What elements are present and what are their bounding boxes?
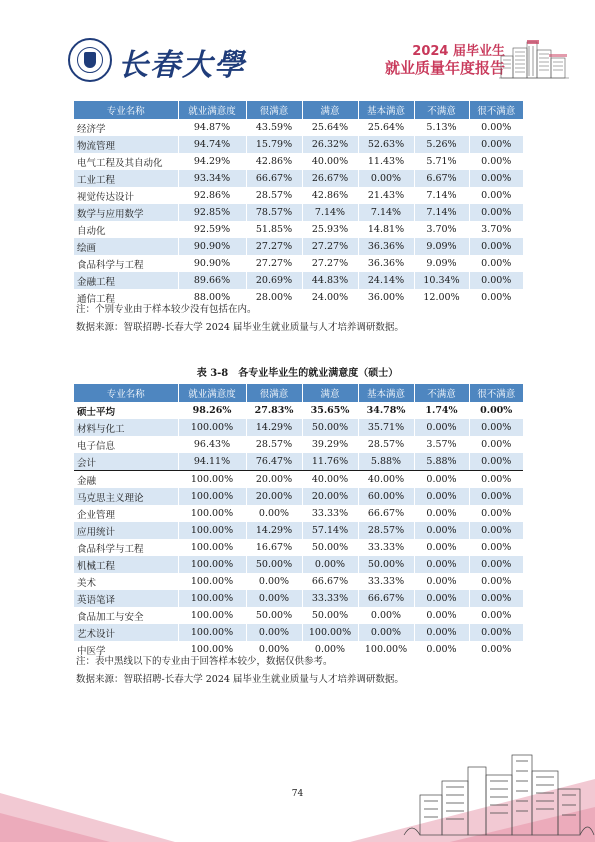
value-cell: 92.85% [178, 204, 246, 221]
value-cell: 0.00% [469, 136, 523, 153]
column-header: 就业满意度 [178, 384, 246, 402]
value-cell: 88.00% [178, 289, 246, 306]
value-cell: 100.00% [178, 522, 246, 539]
column-header: 满意 [302, 101, 358, 119]
value-cell: 100.00% [178, 573, 246, 590]
table-row [74, 556, 523, 573]
value-cell: 42.86% [246, 153, 302, 170]
value-cell: 7.14% [414, 204, 469, 221]
table-row [74, 136, 523, 153]
value-cell: 36.00% [358, 289, 414, 306]
major-name-cell: 艺术设计 [74, 624, 178, 641]
value-cell: 0.00% [414, 556, 469, 573]
value-cell: 50.00% [246, 607, 302, 624]
value-cell: 0.00% [358, 170, 414, 187]
value-cell: 7.14% [358, 204, 414, 221]
major-name-cell: 绘画 [74, 238, 178, 255]
value-cell: 34.78% [358, 402, 414, 419]
value-cell: 0.00% [469, 153, 523, 170]
value-cell: 33.33% [358, 573, 414, 590]
value-cell: 92.59% [178, 221, 246, 238]
value-cell: 5.88% [414, 453, 469, 471]
value-cell: 3.57% [414, 436, 469, 453]
value-cell: 7.14% [302, 204, 358, 221]
major-name-cell: 中医学 [74, 641, 178, 658]
table1-source: 数据来源：智联招聘-长春大学 2024 届毕业生就业质量与人才培养调研数据。 [76, 322, 404, 333]
value-cell: 57.14% [302, 522, 358, 539]
value-cell: 11.76% [302, 453, 358, 471]
value-cell: 0.00% [469, 238, 523, 255]
value-cell: 100.00% [178, 590, 246, 607]
table-row [74, 255, 523, 272]
value-cell: 36.36% [358, 238, 414, 255]
table-row [74, 238, 523, 255]
value-cell: 0.00% [469, 471, 523, 489]
value-cell: 28.57% [358, 436, 414, 453]
value-cell: 25.93% [302, 221, 358, 238]
value-cell: 50.00% [246, 556, 302, 573]
major-name-cell: 食品加工与安全 [74, 607, 178, 624]
value-cell: 28.00% [246, 289, 302, 306]
table-row [74, 624, 523, 641]
value-cell: 0.00% [414, 505, 469, 522]
table-row [74, 419, 523, 436]
value-cell: 98.26% [178, 402, 246, 419]
value-cell: 50.00% [358, 556, 414, 573]
value-cell: 11.43% [358, 153, 414, 170]
value-cell: 0.00% [469, 453, 523, 471]
table2-note: 注：表中黑线以下的专业由于回答样本较少，数据仅供参考。 [76, 656, 333, 667]
table2-source: 数据来源：智联招聘-长春大学 2024 届毕业生就业质量与人才培养调研数据。 [76, 674, 404, 685]
value-cell: 9.09% [414, 238, 469, 255]
value-cell: 100.00% [358, 641, 414, 658]
page-header [0, 0, 595, 95]
major-name-cell: 硕士平均 [74, 402, 178, 419]
table-row [74, 573, 523, 590]
value-cell: 0.00% [302, 556, 358, 573]
value-cell: 0.00% [246, 641, 302, 658]
value-cell: 100.00% [178, 556, 246, 573]
column-header: 满意 [302, 384, 358, 402]
value-cell: 0.00% [469, 419, 523, 436]
major-name-cell: 金融工程 [74, 272, 178, 289]
value-cell: 0.00% [302, 641, 358, 658]
value-cell: 0.00% [469, 187, 523, 204]
value-cell: 100.00% [178, 419, 246, 436]
value-cell: 21.43% [358, 187, 414, 204]
table1-note: 注：个别专业由于样本较少没有包括在内。 [76, 304, 257, 315]
value-cell: 33.33% [358, 539, 414, 556]
value-cell: 100.00% [178, 505, 246, 522]
value-cell: 27.27% [302, 255, 358, 272]
value-cell: 0.00% [414, 607, 469, 624]
value-cell: 1.74% [414, 402, 469, 419]
undergrad-satisfaction-table [74, 101, 523, 306]
value-cell: 0.00% [469, 607, 523, 624]
value-cell: 0.00% [469, 170, 523, 187]
column-header: 不满意 [414, 384, 469, 402]
value-cell: 35.71% [358, 419, 414, 436]
value-cell: 0.00% [414, 573, 469, 590]
table-row [74, 170, 523, 187]
report-title [385, 44, 505, 78]
value-cell: 0.00% [469, 272, 523, 289]
value-cell: 100.00% [178, 539, 246, 556]
value-cell: 24.14% [358, 272, 414, 289]
value-cell: 100.00% [178, 471, 246, 489]
value-cell: 66.67% [358, 590, 414, 607]
value-cell: 40.00% [358, 471, 414, 489]
major-name-cell: 应用统计 [74, 522, 178, 539]
value-cell: 27.83% [246, 402, 302, 419]
value-cell: 20.00% [246, 488, 302, 505]
major-name-cell: 马克思主义理论 [74, 488, 178, 505]
column-header: 很满意 [246, 384, 302, 402]
table2-caption: 表 3-8 各专业毕业生的就业满意度（硕士） [196, 368, 399, 379]
value-cell: 27.27% [246, 255, 302, 272]
major-name-cell: 英语笔译 [74, 590, 178, 607]
major-name-cell: 自动化 [74, 221, 178, 238]
major-name-cell: 企业管理 [74, 505, 178, 522]
value-cell: 43.59% [246, 119, 302, 136]
value-cell: 0.00% [469, 573, 523, 590]
value-cell: 0.00% [469, 590, 523, 607]
value-cell: 0.00% [469, 522, 523, 539]
table-row [74, 187, 523, 204]
university-name: 长春大學 [118, 48, 246, 83]
column-header: 就业满意度 [178, 101, 246, 119]
table-header-row [74, 384, 523, 402]
major-name-cell: 美术 [74, 573, 178, 590]
value-cell: 94.29% [178, 153, 246, 170]
table-row [74, 119, 523, 136]
value-cell: 0.00% [469, 119, 523, 136]
value-cell: 90.90% [178, 255, 246, 272]
value-cell: 0.00% [358, 624, 414, 641]
table-row [74, 505, 523, 522]
value-cell: 94.74% [178, 136, 246, 153]
major-name-cell: 会计 [74, 453, 178, 471]
table-row [74, 539, 523, 556]
master-satisfaction-table [74, 384, 523, 658]
value-cell: 0.00% [414, 471, 469, 489]
university-seal-logo [68, 38, 112, 82]
value-cell: 14.81% [358, 221, 414, 238]
value-cell: 0.00% [246, 505, 302, 522]
value-cell: 15.79% [246, 136, 302, 153]
table-row [74, 522, 523, 539]
value-cell: 90.90% [178, 238, 246, 255]
table-header-row [74, 101, 523, 119]
value-cell: 42.86% [302, 187, 358, 204]
value-cell: 27.27% [302, 238, 358, 255]
report-title-line1: 2024 届毕业生 [412, 44, 505, 59]
value-cell: 89.66% [178, 272, 246, 289]
campus-sketch-icon [499, 38, 569, 80]
major-name-cell: 视觉传达设计 [74, 187, 178, 204]
major-name-cell: 食品科学与工程 [74, 255, 178, 272]
value-cell: 50.00% [302, 607, 358, 624]
table-row [74, 488, 523, 505]
column-header: 专业名称 [74, 384, 178, 402]
value-cell: 33.33% [302, 505, 358, 522]
value-cell: 6.67% [414, 170, 469, 187]
value-cell: 28.57% [246, 436, 302, 453]
value-cell: 26.67% [302, 170, 358, 187]
value-cell: 0.00% [414, 590, 469, 607]
value-cell: 0.00% [469, 505, 523, 522]
major-name-cell: 食品科学与工程 [74, 539, 178, 556]
table-row [74, 221, 523, 238]
table-row [74, 204, 523, 221]
value-cell: 5.13% [414, 119, 469, 136]
value-cell: 3.70% [414, 221, 469, 238]
value-cell: 96.43% [178, 436, 246, 453]
value-cell: 0.00% [469, 289, 523, 306]
value-cell: 50.00% [302, 539, 358, 556]
value-cell: 44.83% [302, 272, 358, 289]
value-cell: 40.00% [302, 153, 358, 170]
value-cell: 94.87% [178, 119, 246, 136]
value-cell: 7.14% [414, 187, 469, 204]
column-header: 很不满意 [469, 101, 523, 119]
value-cell: 51.85% [246, 221, 302, 238]
value-cell: 0.00% [469, 255, 523, 272]
report-title-line2: 就业质量年度报告 [384, 59, 505, 77]
value-cell: 100.00% [178, 607, 246, 624]
major-name-cell: 经济学 [74, 119, 178, 136]
value-cell: 28.57% [246, 187, 302, 204]
table-row [74, 471, 523, 489]
major-name-cell: 数学与应用数学 [74, 204, 178, 221]
page-number: 74 [291, 789, 304, 799]
table-row [74, 607, 523, 624]
value-cell: 12.00% [414, 289, 469, 306]
value-cell: 28.57% [358, 522, 414, 539]
value-cell: 0.00% [469, 436, 523, 453]
value-cell: 52.63% [358, 136, 414, 153]
value-cell: 0.00% [414, 539, 469, 556]
table-row [74, 402, 523, 419]
value-cell: 9.09% [414, 255, 469, 272]
table-row [74, 153, 523, 170]
value-cell: 40.00% [302, 471, 358, 489]
value-cell: 26.32% [302, 136, 358, 153]
value-cell: 0.00% [246, 624, 302, 641]
value-cell: 0.00% [414, 488, 469, 505]
value-cell: 5.26% [414, 136, 469, 153]
column-header: 不满意 [414, 101, 469, 119]
value-cell: 0.00% [469, 204, 523, 221]
value-cell: 100.00% [178, 641, 246, 658]
column-header: 很满意 [246, 101, 302, 119]
table-row [74, 453, 523, 471]
value-cell: 20.00% [246, 471, 302, 489]
value-cell: 100.00% [302, 624, 358, 641]
value-cell: 35.65% [302, 402, 358, 419]
value-cell: 14.29% [246, 522, 302, 539]
value-cell: 50.00% [302, 419, 358, 436]
table-row [74, 272, 523, 289]
value-cell: 0.00% [469, 624, 523, 641]
value-cell: 0.00% [469, 488, 523, 505]
column-header: 专业名称 [74, 101, 178, 119]
value-cell: 33.33% [302, 590, 358, 607]
value-cell: 39.29% [302, 436, 358, 453]
column-header: 基本满意 [358, 101, 414, 119]
value-cell: 24.00% [302, 289, 358, 306]
value-cell: 0.00% [246, 573, 302, 590]
value-cell: 3.70% [469, 221, 523, 238]
column-header: 基本满意 [358, 384, 414, 402]
value-cell: 0.00% [469, 556, 523, 573]
value-cell: 5.88% [358, 453, 414, 471]
value-cell: 20.00% [302, 488, 358, 505]
table-row [74, 590, 523, 607]
value-cell: 0.00% [414, 419, 469, 436]
value-cell: 20.69% [246, 272, 302, 289]
value-cell: 92.86% [178, 187, 246, 204]
value-cell: 0.00% [469, 539, 523, 556]
value-cell: 5.71% [414, 153, 469, 170]
major-name-cell: 电气工程及其自动化 [74, 153, 178, 170]
value-cell: 66.67% [246, 170, 302, 187]
value-cell: 93.34% [178, 170, 246, 187]
value-cell: 60.00% [358, 488, 414, 505]
major-name-cell: 电子信息 [74, 436, 178, 453]
value-cell: 66.67% [302, 573, 358, 590]
value-cell: 14.29% [246, 419, 302, 436]
value-cell: 100.00% [178, 488, 246, 505]
major-name-cell: 通信工程 [74, 289, 178, 306]
value-cell: 10.34% [414, 272, 469, 289]
value-cell: 66.67% [358, 505, 414, 522]
value-cell: 0.00% [414, 624, 469, 641]
major-name-cell: 材料与化工 [74, 419, 178, 436]
value-cell: 94.11% [178, 453, 246, 471]
major-name-cell: 金融 [74, 471, 178, 489]
value-cell: 0.00% [358, 607, 414, 624]
major-name-cell: 机械工程 [74, 556, 178, 573]
major-name-cell: 物流管理 [74, 136, 178, 153]
value-cell: 78.57% [246, 204, 302, 221]
value-cell: 25.64% [302, 119, 358, 136]
value-cell: 27.27% [246, 238, 302, 255]
column-header: 很不满意 [469, 384, 523, 402]
value-cell: 0.00% [469, 402, 523, 419]
value-cell: 16.67% [246, 539, 302, 556]
value-cell: 36.36% [358, 255, 414, 272]
value-cell: 25.64% [358, 119, 414, 136]
value-cell: 0.00% [469, 641, 523, 658]
value-cell: 76.47% [246, 453, 302, 471]
major-name-cell: 工业工程 [74, 170, 178, 187]
value-cell: 0.00% [414, 641, 469, 658]
value-cell: 0.00% [414, 522, 469, 539]
table-row [74, 436, 523, 453]
value-cell: 100.00% [178, 624, 246, 641]
value-cell: 0.00% [246, 590, 302, 607]
